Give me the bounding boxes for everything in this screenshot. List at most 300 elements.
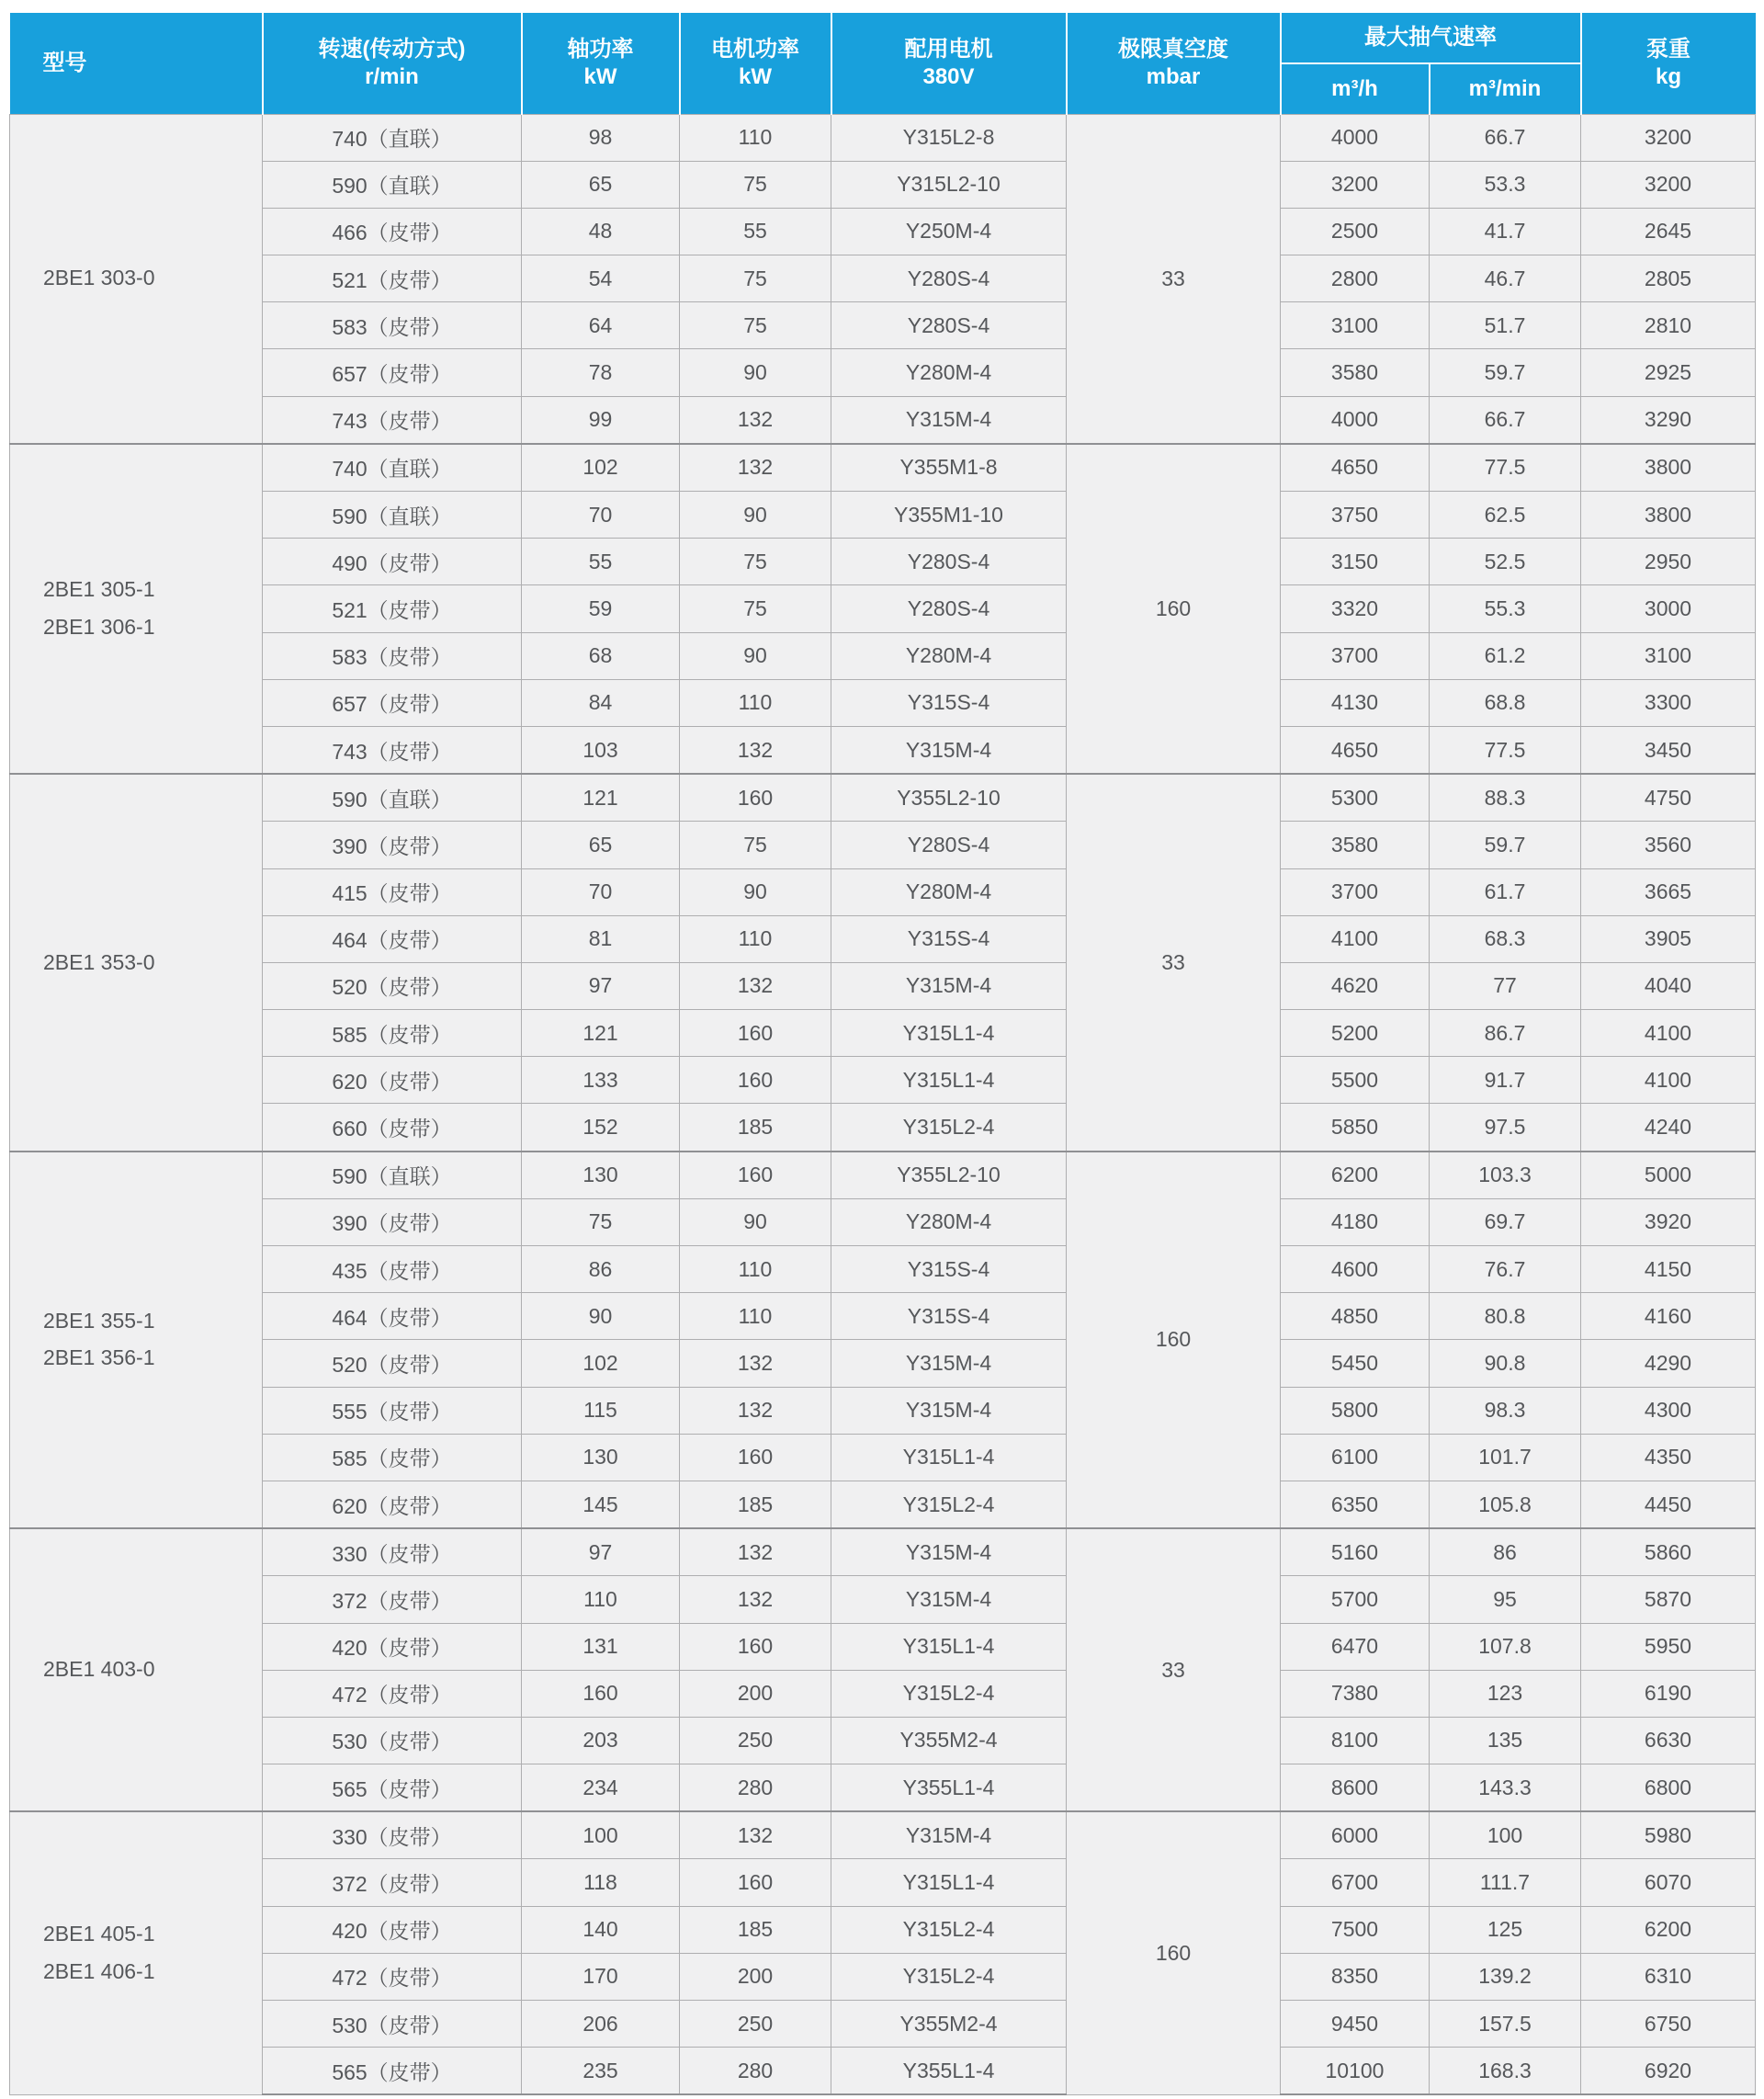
- rate-m3min-cell: 111.7: [1430, 1859, 1581, 1906]
- motor-power-cell: 75: [680, 822, 831, 868]
- matched-motor-cell: Y315L2-4: [831, 1670, 1067, 1717]
- pump-spec-table: [9, 13, 1756, 2095]
- rate-m3min-cell: 77.5: [1430, 444, 1581, 492]
- motor-power-cell: 110: [680, 1246, 831, 1293]
- weight-cell: 2925: [1581, 349, 1756, 396]
- shaft-power-cell: 97: [522, 1528, 680, 1576]
- motor-power-cell: 280: [680, 1764, 831, 1812]
- shaft-power-cell: 78: [522, 349, 680, 396]
- model-line: 2BE1 356-1: [43, 1345, 155, 1370]
- vacuum-cell: 33: [1067, 114, 1281, 444]
- shaft-power-cell: 54: [522, 255, 680, 302]
- rate-m3min-cell: 46.7: [1430, 255, 1581, 302]
- rate-m3min-cell: 139.2: [1430, 1953, 1581, 2000]
- motor-power-cell: 110: [680, 915, 831, 962]
- rate-m3min-cell: 101.7: [1430, 1434, 1581, 1481]
- model-line: 2BE1 355-1: [43, 1308, 155, 1333]
- spec-row: [10, 1859, 1756, 1906]
- shaft-power-cell: 110: [522, 1576, 680, 1623]
- motor-power-cell: 160: [680, 1434, 831, 1481]
- shaft-power-cell: 70: [522, 492, 680, 539]
- speed-cell: 420（皮带）: [263, 1906, 522, 1953]
- vacuum-cell: 160: [1067, 444, 1281, 774]
- motor-power-cell: 132: [680, 1576, 831, 1623]
- speed-cell: 740（直联）: [263, 114, 522, 161]
- rate-m3min-cell: 68.3: [1430, 915, 1581, 962]
- speed-cell: 660（皮带）: [263, 1104, 522, 1152]
- spec-row: [10, 255, 1756, 302]
- speed-cell: 435（皮带）: [263, 1246, 522, 1293]
- spec-row: [10, 2048, 1756, 2095]
- matched-motor-cell: Y280S-4: [831, 822, 1067, 868]
- weight-cell: 6310: [1581, 1953, 1756, 2000]
- header-motor-power-line1: 电机功率: [711, 36, 799, 62]
- motor-power-cell: 90: [680, 1198, 831, 1245]
- rate-m3h-cell: 6700: [1281, 1859, 1430, 1906]
- rate-m3h-cell: 4130: [1281, 679, 1430, 726]
- header-motor-power: [680, 13, 831, 114]
- spec-row: [10, 774, 1756, 822]
- spec-row: [10, 2001, 1756, 2048]
- speed-cell: 390（皮带）: [263, 1198, 522, 1245]
- rate-m3min-cell: 77: [1430, 962, 1581, 1009]
- header-vacuum-line1: 极限真空度: [1118, 36, 1228, 62]
- header-speed-line2: r/min: [365, 63, 419, 89]
- rate-m3h-cell: 6200: [1281, 1152, 1430, 1199]
- rate-m3min-cell: 51.7: [1430, 302, 1581, 349]
- speed-cell: 372（皮带）: [263, 1859, 522, 1906]
- vacuum-cell: 33: [1067, 1528, 1281, 1811]
- shaft-power-cell: 102: [522, 444, 680, 492]
- model-line: 2BE1 306-1: [43, 614, 155, 639]
- header-speed-line1: 转速(传动方式): [318, 36, 466, 62]
- matched-motor-cell: Y280M-4: [831, 868, 1067, 915]
- shaft-power-cell: 206: [522, 2001, 680, 2048]
- speed-cell: 743（皮带）: [263, 726, 522, 774]
- header-shaft-power-line2: kW: [583, 63, 617, 89]
- rate-m3h-cell: 3750: [1281, 492, 1430, 539]
- spec-row: [10, 1198, 1756, 1245]
- shaft-power-cell: 140: [522, 1906, 680, 1953]
- motor-power-cell: 160: [680, 1859, 831, 1906]
- weight-cell: 4240: [1581, 1104, 1756, 1152]
- weight-cell: 2810: [1581, 302, 1756, 349]
- spec-row: [10, 1434, 1756, 1481]
- rate-m3min-cell: 61.2: [1430, 632, 1581, 679]
- matched-motor-cell: Y315L1-4: [831, 1434, 1067, 1481]
- spec-row: [10, 1387, 1756, 1434]
- matched-motor-cell: Y315M-4: [831, 1576, 1067, 1623]
- matched-motor-cell: Y315L2-10: [831, 161, 1067, 208]
- matched-motor-cell: Y355M1-10: [831, 492, 1067, 539]
- header-speed: [263, 13, 522, 114]
- spec-row: [10, 302, 1756, 349]
- spec-row: [10, 1623, 1756, 1670]
- rate-m3min-cell: 76.7: [1430, 1246, 1581, 1293]
- weight-cell: 4750: [1581, 774, 1756, 822]
- speed-cell: 565（皮带）: [263, 2048, 522, 2095]
- motor-power-cell: 132: [680, 444, 831, 492]
- weight-cell: 6200: [1581, 1906, 1756, 1953]
- speed-cell: 590（直联）: [263, 774, 522, 822]
- rate-m3h-cell: 6100: [1281, 1434, 1430, 1481]
- spec-row: [10, 1953, 1756, 2000]
- matched-motor-cell: Y315M-4: [831, 1811, 1067, 1859]
- rate-m3h-cell: 3100: [1281, 302, 1430, 349]
- weight-cell: 6800: [1581, 1764, 1756, 1812]
- vacuum-cell: 160: [1067, 1811, 1281, 2094]
- spec-row: [10, 1906, 1756, 1953]
- matched-motor-cell: Y315M-4: [831, 726, 1067, 774]
- matched-motor-cell: Y355M2-4: [831, 1717, 1067, 1764]
- matched-motor-cell: Y315S-4: [831, 915, 1067, 962]
- matched-motor-cell: Y315L2-8: [831, 114, 1067, 161]
- matched-motor-cell: Y315L1-4: [831, 1057, 1067, 1104]
- table-body: [10, 114, 1756, 2094]
- speed-cell: 590（直联）: [263, 492, 522, 539]
- speed-cell: 472（皮带）: [263, 1953, 522, 2000]
- spec-row: [10, 868, 1756, 915]
- matched-motor-cell: Y280M-4: [831, 1198, 1067, 1245]
- rate-m3h-cell: 5500: [1281, 1057, 1430, 1104]
- motor-power-cell: 75: [680, 302, 831, 349]
- motor-power-cell: 90: [680, 349, 831, 396]
- rate-m3min-cell: 123: [1430, 1670, 1581, 1717]
- shaft-power-cell: 160: [522, 1670, 680, 1717]
- matched-motor-cell: Y315M-4: [831, 396, 1067, 444]
- weight-cell: 4350: [1581, 1434, 1756, 1481]
- rate-m3h-cell: 5800: [1281, 1387, 1430, 1434]
- header-model: [10, 13, 263, 114]
- weight-cell: 5860: [1581, 1528, 1756, 1576]
- matched-motor-cell: Y280S-4: [831, 255, 1067, 302]
- motor-power-cell: 110: [680, 1293, 831, 1340]
- model-line: 2BE1 353-0: [43, 949, 155, 974]
- motor-power-cell: 160: [680, 1152, 831, 1199]
- matched-motor-cell: Y355L2-10: [831, 1152, 1067, 1199]
- weight-cell: 2645: [1581, 208, 1756, 255]
- header-max-pumping-rate: 最大抽气速率: [1281, 13, 1581, 63]
- speed-cell: 521（皮带）: [263, 585, 522, 632]
- matched-motor-cell: Y315S-4: [831, 1293, 1067, 1340]
- weight-cell: 5950: [1581, 1623, 1756, 1670]
- motor-power-cell: 55: [680, 208, 831, 255]
- speed-cell: 565（皮带）: [263, 1764, 522, 1812]
- rate-m3min-cell: 69.7: [1430, 1198, 1581, 1245]
- rate-m3h-cell: 8600: [1281, 1764, 1430, 1812]
- matched-motor-cell: Y355L1-4: [831, 2048, 1067, 2095]
- rate-m3h-cell: 3580: [1281, 349, 1430, 396]
- speed-cell: 420（皮带）: [263, 1623, 522, 1670]
- spec-row: [10, 1717, 1756, 1764]
- header-shaft-power-line1: 轴功率: [567, 36, 634, 62]
- shaft-power-cell: 234: [522, 1764, 680, 1812]
- weight-cell: 3200: [1581, 161, 1756, 208]
- speed-cell: 585（皮带）: [263, 1010, 522, 1057]
- shaft-power-cell: 118: [522, 1859, 680, 1906]
- speed-cell: 740（直联）: [263, 444, 522, 492]
- spec-row: [10, 444, 1756, 492]
- spec-row: [10, 679, 1756, 726]
- speed-cell: 583（皮带）: [263, 302, 522, 349]
- spec-row: [10, 1764, 1756, 1812]
- motor-power-cell: 75: [680, 161, 831, 208]
- header-model-label: 型号: [42, 50, 87, 75]
- shaft-power-cell: 81: [522, 915, 680, 962]
- motor-power-cell: 132: [680, 1340, 831, 1387]
- matched-motor-cell: Y250M-4: [831, 208, 1067, 255]
- spec-row: [10, 539, 1756, 585]
- weight-cell: 5980: [1581, 1811, 1756, 1859]
- motor-power-cell: 132: [680, 726, 831, 774]
- model-line: 2BE1 403-0: [43, 1657, 155, 1682]
- rate-m3h-cell: 7500: [1281, 1906, 1430, 1953]
- motor-power-cell: 110: [680, 679, 831, 726]
- rate-m3min-cell: 90.8: [1430, 1340, 1581, 1387]
- rate-m3min-cell: 135: [1430, 1717, 1581, 1764]
- header-shaft-power: [522, 13, 680, 114]
- weight-cell: 4300: [1581, 1387, 1756, 1434]
- rate-m3h-cell: 3700: [1281, 868, 1430, 915]
- shaft-power-cell: 99: [522, 396, 680, 444]
- spec-row: [10, 1057, 1756, 1104]
- weight-cell: 4450: [1581, 1481, 1756, 1528]
- motor-power-cell: 280: [680, 2048, 831, 2095]
- speed-cell: 390（皮带）: [263, 822, 522, 868]
- table-header: [10, 13, 1756, 114]
- rate-m3h-cell: 4650: [1281, 444, 1430, 492]
- rate-m3h-cell: 4850: [1281, 1293, 1430, 1340]
- speed-cell: 585（皮带）: [263, 1434, 522, 1481]
- vacuum-cell: 33: [1067, 774, 1281, 1152]
- matched-motor-cell: Y355M2-4: [831, 2001, 1067, 2048]
- weight-cell: 4040: [1581, 962, 1756, 1009]
- rate-m3h-cell: 5300: [1281, 774, 1430, 822]
- motor-power-cell: 132: [680, 962, 831, 1009]
- shaft-power-cell: 152: [522, 1104, 680, 1152]
- motor-power-cell: 160: [680, 1010, 831, 1057]
- weight-cell: 6750: [1581, 2001, 1756, 2048]
- rate-m3min-cell: 97.5: [1430, 1104, 1581, 1152]
- weight-cell: 4160: [1581, 1293, 1756, 1340]
- weight-cell: 3665: [1581, 868, 1756, 915]
- spec-row: [10, 1104, 1756, 1152]
- rate-m3min-cell: 86.7: [1430, 1010, 1581, 1057]
- rate-m3min-cell: 61.7: [1430, 868, 1581, 915]
- spec-row: [10, 492, 1756, 539]
- shaft-power-cell: 64: [522, 302, 680, 349]
- rate-m3h-cell: 5700: [1281, 1576, 1430, 1623]
- shaft-power-cell: 97: [522, 962, 680, 1009]
- motor-power-cell: 185: [680, 1906, 831, 1953]
- motor-power-cell: 185: [680, 1104, 831, 1152]
- shaft-power-cell: 121: [522, 774, 680, 822]
- rate-m3min-cell: 143.3: [1430, 1764, 1581, 1812]
- shaft-power-cell: 170: [522, 1953, 680, 2000]
- shaft-power-cell: 203: [522, 1717, 680, 1764]
- rate-m3min-cell: 59.7: [1430, 349, 1581, 396]
- shaft-power-cell: 100: [522, 1811, 680, 1859]
- matched-motor-cell: Y280S-4: [831, 302, 1067, 349]
- weight-cell: 6920: [1581, 2048, 1756, 2095]
- header-motor-power-line2: kW: [739, 63, 772, 89]
- shaft-power-cell: 70: [522, 868, 680, 915]
- header-vacuum-line2: mbar: [1146, 63, 1201, 89]
- shaft-power-cell: 103: [522, 726, 680, 774]
- speed-cell: 464（皮带）: [263, 915, 522, 962]
- speed-cell: 530（皮带）: [263, 2001, 522, 2048]
- rate-m3min-cell: 41.7: [1430, 208, 1581, 255]
- rate-m3h-cell: 3700: [1281, 632, 1430, 679]
- motor-power-cell: 75: [680, 255, 831, 302]
- spec-row: [10, 1576, 1756, 1623]
- rate-m3h-cell: 9450: [1281, 2001, 1430, 2048]
- rate-m3min-cell: 98.3: [1430, 1387, 1581, 1434]
- rate-m3h-cell: 5160: [1281, 1528, 1430, 1576]
- shaft-power-cell: 75: [522, 1198, 680, 1245]
- motor-power-cell: 160: [680, 1623, 831, 1670]
- matched-motor-cell: Y280M-4: [831, 349, 1067, 396]
- motor-power-cell: 200: [680, 1670, 831, 1717]
- weight-cell: 3000: [1581, 585, 1756, 632]
- rate-m3h-cell: 6470: [1281, 1623, 1430, 1670]
- vacuum-cell: 160: [1067, 1152, 1281, 1529]
- rate-m3min-cell: 91.7: [1430, 1057, 1581, 1104]
- shaft-power-cell: 86: [522, 1246, 680, 1293]
- matched-motor-cell: Y315M-4: [831, 1528, 1067, 1576]
- spec-row: [10, 962, 1756, 1009]
- rate-m3h-cell: 4000: [1281, 396, 1430, 444]
- shaft-power-cell: 145: [522, 1481, 680, 1528]
- rate-m3min-cell: 125: [1430, 1906, 1581, 1953]
- header-weight-line1: 泵重: [1646, 36, 1690, 62]
- matched-motor-cell: Y315L2-4: [831, 1953, 1067, 2000]
- spec-row: [10, 114, 1756, 161]
- matched-motor-cell: Y315S-4: [831, 1246, 1067, 1293]
- speed-cell: 590（直联）: [263, 1152, 522, 1199]
- motor-power-cell: 160: [680, 774, 831, 822]
- spec-row: [10, 1481, 1756, 1528]
- motor-power-cell: 75: [680, 585, 831, 632]
- rate-m3h-cell: 4180: [1281, 1198, 1430, 1245]
- speed-cell: 372（皮带）: [263, 1576, 522, 1623]
- spec-row: [10, 396, 1756, 444]
- rate-m3min-cell: 62.5: [1430, 492, 1581, 539]
- weight-cell: 3800: [1581, 444, 1756, 492]
- matched-motor-cell: Y315M-4: [831, 1387, 1067, 1434]
- model-cell: [10, 1811, 263, 2094]
- rate-m3h-cell: 5200: [1281, 1010, 1430, 1057]
- weight-cell: 4100: [1581, 1057, 1756, 1104]
- shaft-power-cell: 102: [522, 1340, 680, 1387]
- rate-m3min-cell: 80.8: [1430, 1293, 1581, 1340]
- rate-m3min-cell: 86: [1430, 1528, 1581, 1576]
- model-line: 2BE1 305-1: [43, 577, 155, 602]
- matched-motor-cell: Y280S-4: [831, 539, 1067, 585]
- shaft-power-cell: 133: [522, 1057, 680, 1104]
- header-matched-motor-line1: 配用电机: [904, 36, 993, 62]
- matched-motor-cell: Y355L2-10: [831, 774, 1067, 822]
- header-row-1: [10, 13, 1756, 63]
- speed-cell: 743（皮带）: [263, 396, 522, 444]
- speed-cell: 464（皮带）: [263, 1293, 522, 1340]
- header-matched-motor-line2: 380V: [922, 63, 975, 89]
- spec-row: [10, 1811, 1756, 1859]
- rate-m3min-cell: 103.3: [1430, 1152, 1581, 1199]
- motor-power-cell: 160: [680, 1057, 831, 1104]
- shaft-power-cell: 131: [522, 1623, 680, 1670]
- spec-row: [10, 1340, 1756, 1387]
- weight-cell: 3800: [1581, 492, 1756, 539]
- rate-m3min-cell: 95: [1430, 1576, 1581, 1623]
- spec-row: [10, 1528, 1756, 1576]
- header-weight: [1581, 13, 1756, 114]
- matched-motor-cell: Y355L1-4: [831, 1764, 1067, 1812]
- model-cell: [10, 1528, 263, 1811]
- rate-m3min-cell: 66.7: [1430, 114, 1581, 161]
- weight-cell: 5870: [1581, 1576, 1756, 1623]
- weight-cell: 3450: [1581, 726, 1756, 774]
- speed-cell: 490（皮带）: [263, 539, 522, 585]
- spec-row: [10, 1670, 1756, 1717]
- speed-cell: 472（皮带）: [263, 1670, 522, 1717]
- rate-m3h-cell: 4000: [1281, 114, 1430, 161]
- speed-cell: 521（皮带）: [263, 255, 522, 302]
- motor-power-cell: 90: [680, 632, 831, 679]
- matched-motor-cell: Y315L1-4: [831, 1623, 1067, 1670]
- rate-m3h-cell: 6350: [1281, 1481, 1430, 1528]
- spec-row: [10, 1293, 1756, 1340]
- weight-cell: 4290: [1581, 1340, 1756, 1387]
- speed-cell: 330（皮带）: [263, 1528, 522, 1576]
- motor-power-cell: 200: [680, 1953, 831, 2000]
- header-matched-motor: [831, 13, 1067, 114]
- motor-power-cell: 90: [680, 492, 831, 539]
- motor-power-cell: 250: [680, 1717, 831, 1764]
- spec-row: [10, 585, 1756, 632]
- rate-m3h-cell: 4650: [1281, 726, 1430, 774]
- rate-m3h-cell: 2800: [1281, 255, 1430, 302]
- shaft-power-cell: 121: [522, 1010, 680, 1057]
- rate-m3min-cell: 53.3: [1430, 161, 1581, 208]
- spec-row: [10, 1152, 1756, 1199]
- weight-cell: 3100: [1581, 632, 1756, 679]
- motor-power-cell: 250: [680, 2001, 831, 2048]
- rate-m3h-cell: 3320: [1281, 585, 1430, 632]
- rate-m3min-cell: 168.3: [1430, 2048, 1581, 2095]
- model-line: 2BE1 406-1: [43, 1959, 155, 1984]
- spec-row: [10, 1246, 1756, 1293]
- speed-cell: 657（皮带）: [263, 679, 522, 726]
- speed-cell: 620（皮带）: [263, 1057, 522, 1104]
- rate-m3min-cell: 66.7: [1430, 396, 1581, 444]
- weight-cell: 3560: [1581, 822, 1756, 868]
- weight-cell: 2950: [1581, 539, 1756, 585]
- matched-motor-cell: Y315L1-4: [831, 1010, 1067, 1057]
- motor-power-cell: 90: [680, 868, 831, 915]
- rate-m3min-cell: 52.5: [1430, 539, 1581, 585]
- shaft-power-cell: 84: [522, 679, 680, 726]
- shaft-power-cell: 90: [522, 1293, 680, 1340]
- motor-power-cell: 132: [680, 1528, 831, 1576]
- rate-m3h-cell: 8100: [1281, 1717, 1430, 1764]
- matched-motor-cell: Y355M1-8: [831, 444, 1067, 492]
- matched-motor-cell: Y315L2-4: [831, 1906, 1067, 1953]
- rate-m3h-cell: 8350: [1281, 1953, 1430, 2000]
- header-vacuum: [1067, 13, 1281, 114]
- model-cell: [10, 774, 263, 1152]
- speed-cell: 466（皮带）: [263, 208, 522, 255]
